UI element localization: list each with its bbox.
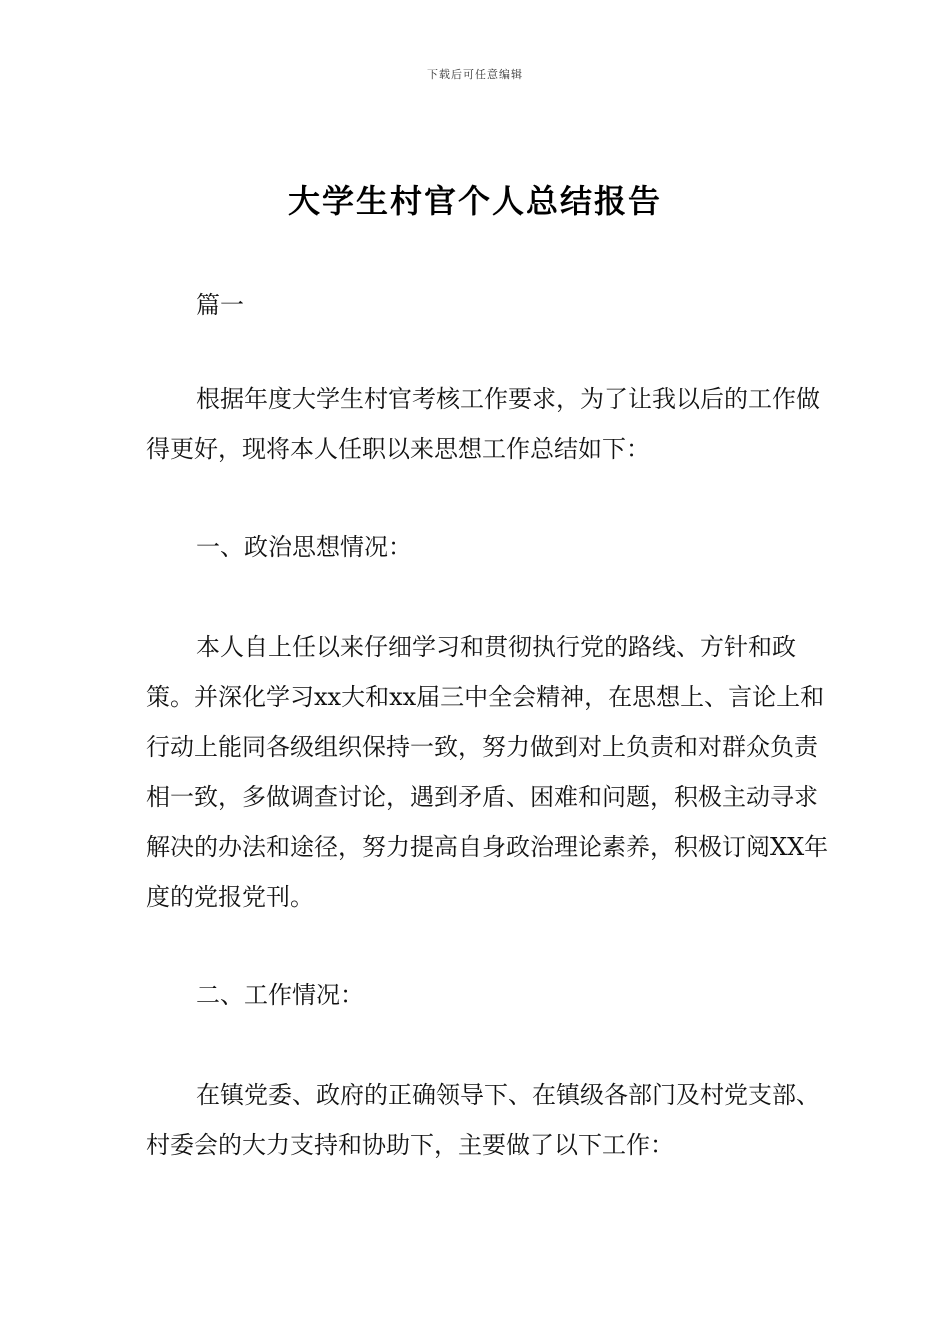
work-paragraph: 在镇党委、政府的正确领导下、在镇级各部门及村党支部、村委会的大力支持和协助下，主要做了以下工作：: [146, 1081, 820, 1159]
heading-work: 二、工作情况：: [196, 981, 364, 1009]
political-paragraph: 本人自上任以来仔细学习和贯彻执行党的路线、方针和政策。并深化学习xx大和xx届三中全会精神，在思想上、言论上和行动上能同各级组织保持一致，努力做到对上负责和对群众负责相一致，多做调查讨论，遇到矛盾、困难和问题，积极主动寻求解决的办法和途径，努力提高自身政治理论素养，积极订阅XX年度的党报党刊。: [146, 633, 829, 911]
document-title: 大学生村官个人总结报告: [287, 182, 662, 220]
heading-political: 一、政治思想情况：: [196, 533, 412, 561]
header-note: 下载后可任意编辑: [427, 68, 523, 81]
section-label: 篇一: [196, 291, 244, 319]
intro-paragraph: 根据年度大学生村官考核工作要求，为了让我以后的工作做得更好，现将本人任职以来思想工作总结如下：: [146, 385, 820, 463]
